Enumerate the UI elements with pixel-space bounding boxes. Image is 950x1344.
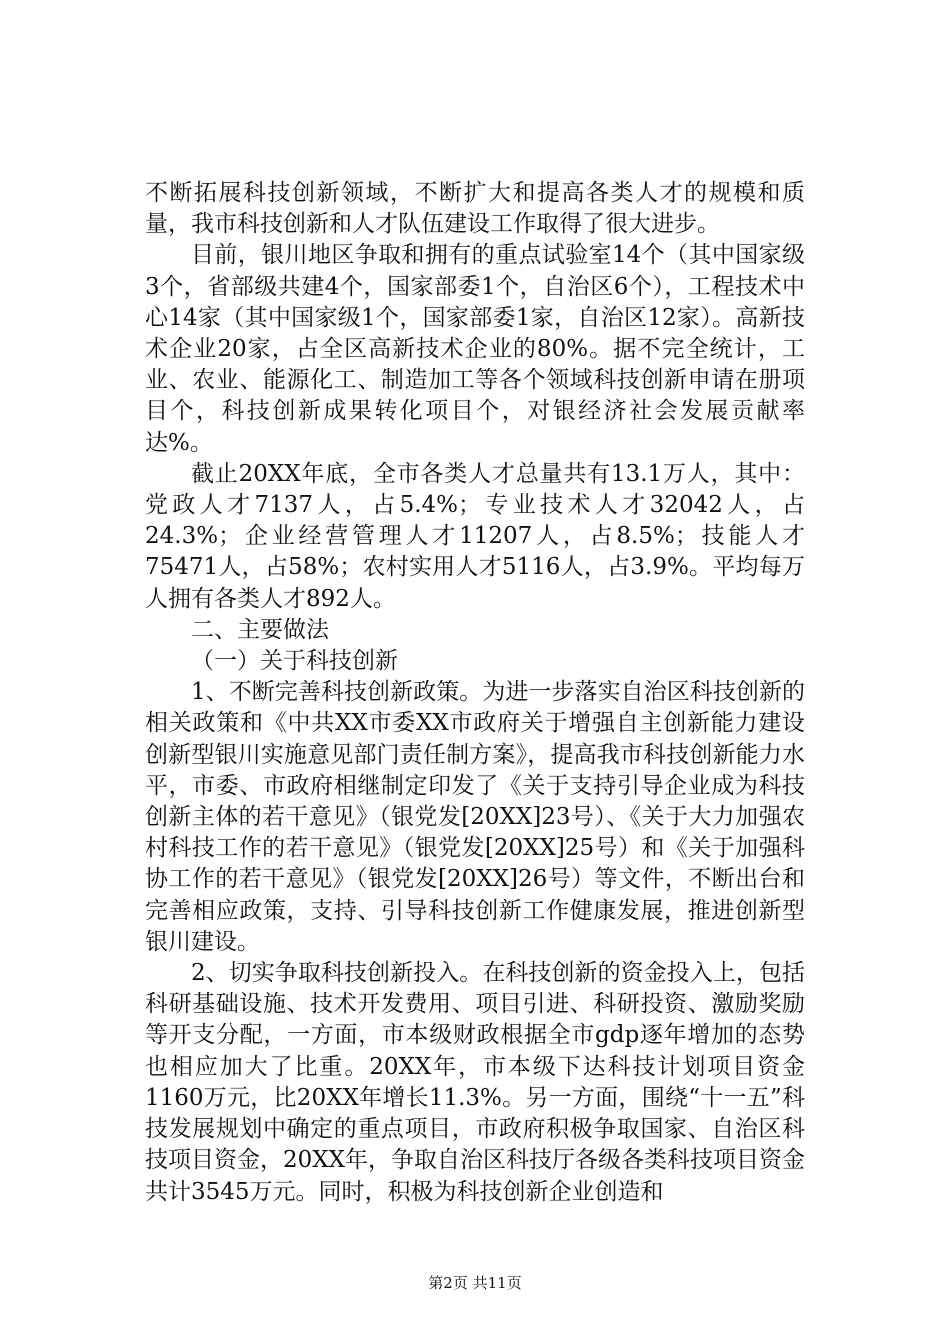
- paragraph-continuation: 不断拓展科技创新领域，不断扩大和提高各类人才的规模和质量，我市科技创新和人才队伍建设工作取得了很大进步。: [145, 180, 805, 238]
- paragraph-talent-stats: 截止20XX年底，全市各类人才总量共有13.1万人，其中：党政人才7137人，占5.4%；专业技术人才32042人，占24.3%；企业经营管理人才11207人，占8.5%；技能人才75471人，占58%；农村实用人才5116人，占3.9%。平均每万人拥有各类人才892人。: [145, 460, 805, 612]
- subsection-heading-tech-innovation: （一）关于科技创新: [191, 648, 398, 675]
- page-number-footer: 第2页 共11页: [428, 1274, 522, 1292]
- paragraph-policy: 1、不断完善科技创新政策。为进一步落实自治区科技创新的相关政策和《中共XX市委XX市政府关于增强自主创新能力建设创新型银川实施意见部门责任制方案》，提高我市科技创新能力水平，市委、市政府相继制定印发了《关于支持引导企业成为科技创新主体的若干意见》（银党发[20XX]23号）、《关于大力加强农村科技工作的若干意见》（银党发[20XX]25号）和《关于加强科协工作的若干意见》（银党发[20XX]26号）等文件，不断出台和完善相应政策，支持、引导科技创新工作健康发展，推进创新型银川建设。: [145, 679, 805, 955]
- paragraph-investment: 2、切实争取科技创新投入。在科技创新的资金投入上，包括科研基础设施、技术开发费用、项目引进、科研投资、激励奖励等开支分配，一方面，市本级财政根据全市gdp逐年增加的态势也相应加大了比重。20XX年，市本级下达科技计划项目资金1160万元，比20XX年增长11.3%。另一方面，围绕“十一五”科技发展规划中确定的重点项目，市政府积极争取国家、自治区科技项目资金，20XX年，争取自治区科技厅各级各类科技项目资金共计3545万元。同时，积极为科技创新企业创造和: [145, 960, 806, 1205]
- document-body: [145, 178, 805, 1208]
- section-heading-main-practices: 二、主要做法: [191, 616, 329, 643]
- paragraph-key-labs: 目前，银川地区争取和拥有的重点试验室14个（其中国家级3个，省部级共建4个，国家部委1个，自治区6个），工程技术中心14家（其中国家级1个，国家部委1家，自治区12家）。高新技术企业20家，占全区高新技术企业的80%。据不完全统计，工业、农业、能源化工、制造加工等各个领域科技创新申请在册项目个，科技创新成果转化项目个，对银经济社会发展贡献率达%。: [145, 242, 805, 456]
